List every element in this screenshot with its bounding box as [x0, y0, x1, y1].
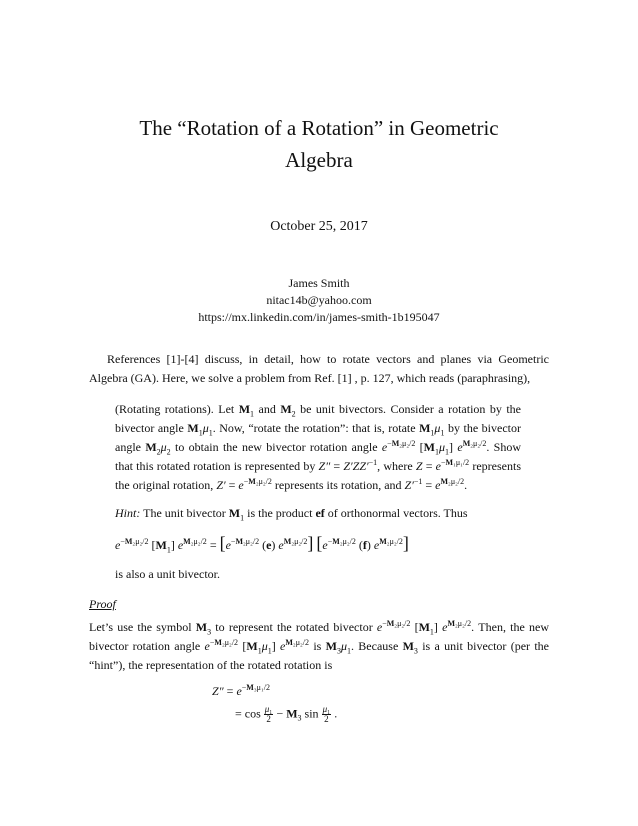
author-name: James Smith	[288, 276, 350, 290]
paper-title: The “Rotation of a Rotation” in Geometric Algebra	[139, 116, 499, 172]
author-block	[100, 275, 538, 326]
proof-heading: Proof	[89, 597, 116, 611]
problem-statement: (Rotating rotations). Let $M_1$ and $M_2$ be unit bivectors. Consider a rotation by the bivector angle $M_1\mu_1$. Now, “rotate the rotation”: that is, rotate $M_1\mu_1$ by the bivector angle $M_2\mu_2$ to obtain the new bivector rotation angle $e^{-M_2\mu_2/2}$ $[M_1\mu_1]$ $e^{M_2\mu_2/2}$. Show that this rotated rotation is represented by $Z'' = Z'ZZ'^{-1}$, where $Z = e^{-M_1\mu_1/2}$ represents the original rotation, $Z' = e^{-M_2\mu_2/2}$ represents its rotation, and $Z'^{-1} = e^{M_2\mu_2/2}$.	[115, 402, 522, 492]
author-email: nitac14b@yahoo.com	[266, 293, 372, 307]
hint-conclusion: is also a unit bivector.	[115, 567, 220, 581]
paper-date: October 25, 2017	[270, 219, 368, 234]
proof-equation-line2: = cos $\frac{\text{μ₁}}{2}$ − $M_3$ sin $\frac{\text{μ₁}}{2}$ .	[235, 704, 338, 724]
intro-paragraph: References [1]-[4] discuss, in detail, how to rotate vectors and planes via Geometric Algebra (GA). Here, we solve a problem from Ref. [1] , p. 127, which reads (paraphrasing),	[89, 352, 549, 385]
proof-equation-line1: $Z'' = e^{-M_3\mu_1/2}$	[212, 683, 270, 698]
proof-paragraph: Let’s use the symbol $M_3$ to represent the rotated bivector $e^{-M_2\mu_2/2}$ $[M_1]$ $e^{M_2\mu_2/2}$. Then, the new bivector rotation angle $e^{-M_2\mu_2/2}$ $[M_1\mu_1]$ $e^{M_2\mu_2/2}$ is $M_3\mu_1$. Because $M_3$ is a unit bivector (per the “hint”), the representation of the rotated rotation is	[89, 619, 550, 672]
hint-paragraph: Hint: The unit bivector $M_1$ is the product ef of orthonormal vectors. Thus	[115, 506, 468, 523]
author-url: https://mx.linkedin.com/in/james-smith-1b195047	[198, 310, 440, 324]
hint-equation: $e^{-M_2\mu_2/2}$ $[M_1] e^{M_2\mu_2/2} = [e^{-M_2\mu_2/2}$ (e) $e^{M_2\mu_2/2}$] [$e^{-M_2\mu_2/2}$ (f) $e^{M_2\mu_2/2}$]	[115, 533, 409, 555]
